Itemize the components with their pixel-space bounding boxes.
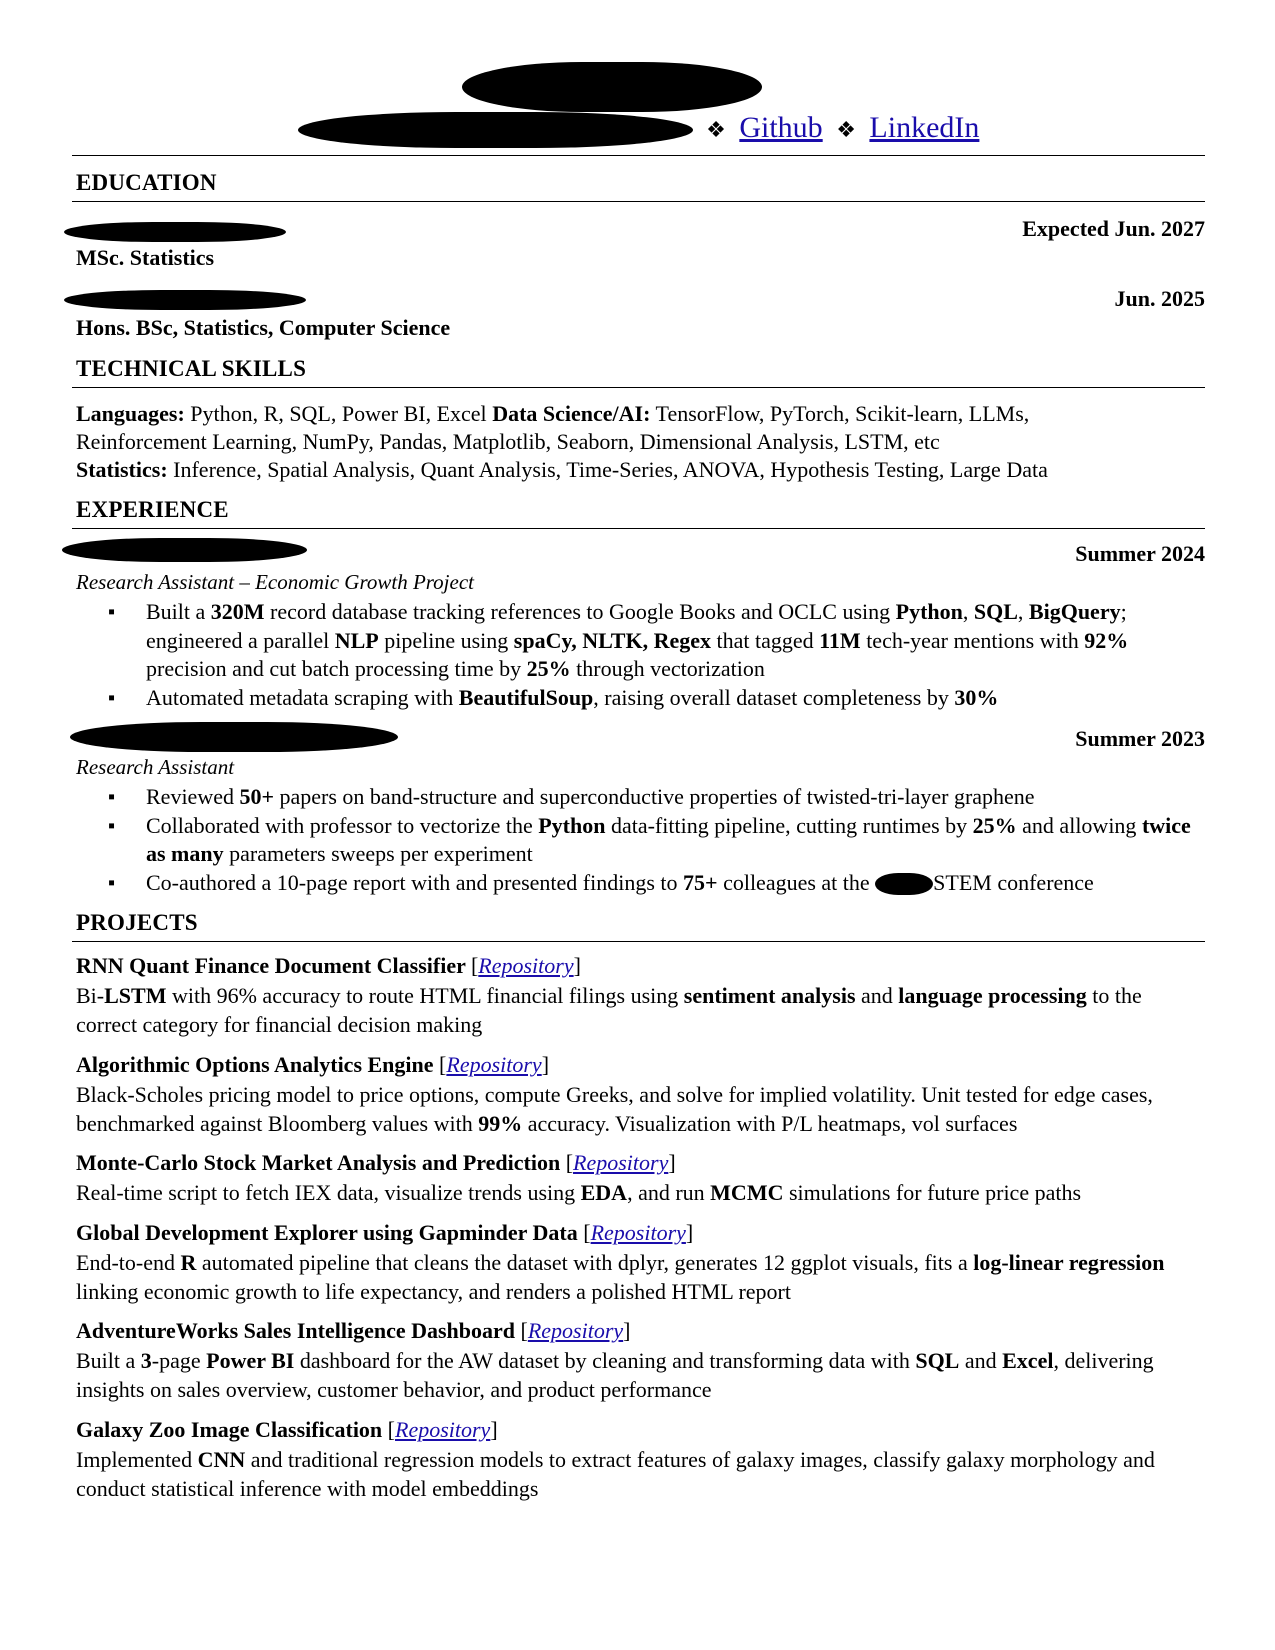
redacted-name: [462, 62, 762, 112]
separator-icon: ❖: [836, 117, 856, 142]
project-title: Global Development Explorer using Gapminder Data [Repository]: [76, 1220, 694, 1245]
redacted-school: [64, 222, 286, 242]
repository-link[interactable]: Repository: [590, 1220, 686, 1245]
project-description: End-to-end R automated pipeline that cleans the dataset with dplyr, generates 12 ggplot visuals, fits a log-linear regression linking economic growth to life expectancy, and renders a polished HTML report: [76, 1250, 1165, 1304]
redacted-contact: [298, 112, 693, 148]
divider: [72, 941, 1205, 942]
divider: [72, 201, 1205, 202]
bullet-item: ▪ Collaborated with professor to vectorize the Python data-fitting pipeline, cutting runtimes by 25% and allowing twice as many parameters sweeps per experiment: [108, 812, 1208, 869]
section-title-projects: PROJECTS: [76, 910, 198, 935]
section-title-skills: TECHNICAL SKILLS: [76, 356, 307, 381]
education-degree: MSc. Statistics: [76, 245, 215, 270]
job-date: Summer 2023: [1075, 726, 1205, 751]
skills-line-1: [76, 400, 1029, 428]
redacted-school: [64, 290, 306, 310]
project-title: Algorithmic Options Analytics Engine [Repository]: [76, 1052, 550, 1077]
job-role: Research Assistant – Economic Growth Project: [76, 570, 474, 594]
divider: [72, 387, 1205, 388]
project-description: Built a 3-page Power BI dashboard for the AW dataset by cleaning and transforming data with SQL and Excel, delivering insights on sales overview, customer behavior, and product performance: [76, 1348, 1154, 1402]
project-description: Black-Scholes pricing model to price options, compute Greeks, and solve for implied volatility. Unit tested for edge cases, benchmarked against Bloomberg values with 99% accuracy. Visualization with P/L heatmaps, vol surfaces: [76, 1082, 1153, 1136]
section-title-experience: EXPERIENCE: [76, 497, 229, 522]
divider: [72, 155, 1205, 156]
project-title: Galaxy Zoo Image Classification [Repository]: [76, 1417, 498, 1442]
repository-link[interactable]: Repository: [478, 953, 574, 978]
repository-link[interactable]: Repository: [446, 1052, 542, 1077]
skills-stats-label: Statistics:: [76, 457, 168, 482]
job-bullets: [108, 783, 1208, 897]
contact-line: [72, 110, 1205, 148]
skills-stats: Inference, Spatial Analysis, Quant Analysis, Time-Series, ANOVA, Hypothesis Testing, Large Data: [167, 457, 1048, 482]
bullet-item: ▪ Built a 320M record database tracking references to Google Books and OCLC using Python, SQL, BigQuery; engineered a parallel NLP pipeline using spaCy, NLTK, Regex that tagged 11M tech-year mentions with 92% precision and cut batch processing time by 25% through vectorization: [108, 598, 1208, 684]
resume-page: [72, 0, 1205, 1650]
job-role: Research Assistant: [76, 755, 235, 779]
skills-line-2: Reinforcement Learning, NumPy, Pandas, Matplotlib, Seaborn, Dimensional Analysis, LSTM, etc: [76, 429, 940, 454]
project-title: Monte-Carlo Stock Market Analysis and Prediction [Repository]: [76, 1150, 676, 1175]
bullet-item: ▪ Automated metadata scraping with BeautifulSoup, raising overall dataset completeness by 30%: [108, 684, 1208, 713]
section-title-education: EDUCATION: [76, 170, 217, 195]
separator-icon: ❖: [706, 117, 726, 142]
bullet-item: ▪ Reviewed 50+ papers on band-structure and superconductive properties of twisted-tri-layer graphene: [108, 783, 1208, 812]
skills-ds-label: Data Science/AI:: [492, 401, 651, 426]
linkedin-link[interactable]: LinkedIn: [869, 111, 980, 144]
project-description: Real-time script to fetch IEX data, visualize trends using EDA, and run MCMC simulations for future price paths: [76, 1180, 1082, 1205]
redacted-employer: [62, 538, 307, 562]
project-description: Bi-LSTM with 96% accuracy to route HTML financial filings using sentiment analysis and language processing to the correct category for financial decision making: [76, 983, 1142, 1037]
job-bullets: [108, 598, 1208, 712]
education-degree: Hons. BSc, Statistics, Computer Science: [76, 315, 451, 340]
repository-link[interactable]: Repository: [573, 1150, 669, 1175]
skills-line-3: [76, 456, 1048, 484]
skills-languages: Python, R, SQL, Power BI, Excel: [184, 401, 493, 426]
redacted-text: [875, 873, 933, 895]
bullet-item: ▪ Co-authored a 10-page report with and presented findings to 75+ colleagues at the STEM conference: [108, 869, 1208, 898]
skills-ds: TensorFlow, PyTorch, Scikit-learn, LLMs,: [650, 401, 1030, 426]
github-link[interactable]: Github: [739, 111, 823, 144]
education-date: Expected Jun. 2027: [1022, 216, 1205, 241]
skills-languages-label: Languages:: [76, 401, 185, 426]
job-date: Summer 2024: [1075, 541, 1205, 566]
redacted-employer: [70, 722, 398, 752]
repository-link[interactable]: Repository: [527, 1318, 624, 1343]
divider: [72, 528, 1205, 529]
project-title: AdventureWorks Sales Intelligence Dashboard [Repository]: [76, 1318, 631, 1343]
education-date: Jun. 2025: [1114, 286, 1205, 311]
project-title: RNN Quant Finance Document Classifier [Repository]: [76, 953, 581, 978]
project-description: Implemented CNN and traditional regression models to extract features of galaxy images, classify galaxy morphology and conduct statistical inference with model embeddings: [76, 1447, 1155, 1501]
repository-link[interactable]: Repository: [395, 1417, 491, 1442]
